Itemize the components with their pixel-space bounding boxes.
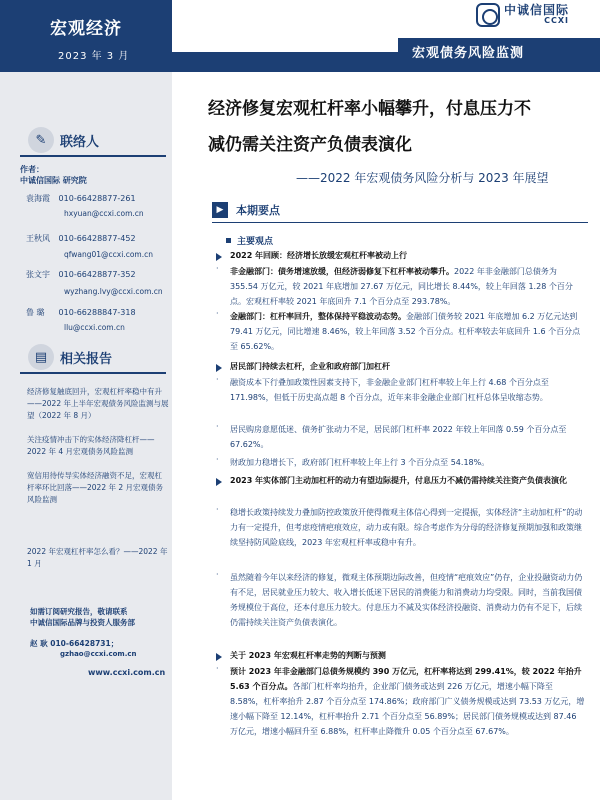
- summary-icon: ▶: [212, 202, 228, 218]
- dot-bullet-icon: ·: [216, 422, 219, 431]
- triangle-bullet-icon: [216, 478, 222, 486]
- paragraph-4: 居民购房意愿低迷、债务扩张动力不足，居民部门杠杆率 2022 年较上年回落 0.59 个百分点至 67.62%。: [230, 425, 567, 449]
- logo-icon: [476, 3, 500, 27]
- triangle-bullet-icon: [216, 653, 222, 661]
- paragraph-2: 金融部门：杠杆率回升，整体保持平稳波动态势。金融部门债务较 2021 年底增加 6.2 万亿元达到 79.41 万亿元，同比增速 8.46%，较上年回落 3.52 个百分点。杠杆率较去年底回升 1.6 个百分点至 65.62%。: [230, 312, 581, 351]
- related-report-2[interactable]: 关注疫情冲击下的实体经济降杠杆——2022 年 4 月宏观债务风险监测: [27, 435, 155, 456]
- related-report-3[interactable]: 宽信用待传导实体经济融资不足，宏观杠杆率环比回落——2022 年 2 月宏观债务风险监测: [27, 471, 164, 504]
- contacts-title: 联络人: [60, 134, 100, 150]
- related-report-1[interactable]: 经济修复触底回升，宏观杠杆率稳中有升——2022 年上半年宏观债务风险监测与展望（2022 年 8 月）: [27, 387, 169, 420]
- paragraph-7: 虽然随着今年以来经济的修复，微观主体预期边际改善，但疫情“疤痕效应”仍存，企业投融资动力仍有不足，居民就业压力较大、收入增长低迷下居民的消费能力和消费动力均受限。同时，当前我国债务规模位于高位，还本付息压力较大。付息压力不减及实体经济投融资、消费动力仍有不足下，后续仍需持续关注资产负债表演化。: [230, 573, 583, 627]
- paragraph-6: 稳增长政策持续发力叠加防控政策放开使得微观主体信心得到一定提振，实体经济“主动加杠杆”的动力有一定提升，但考虑疫情疤痕效应，动力或有限。综合考虑作为分母的经济修复预期加强和政策继续坚持防风险底线，2023 年宏观杠杆率或稳中有升。: [230, 508, 583, 547]
- page-subtitle: ——2022 年宏观债务风险分析与 2023 年展望: [296, 171, 549, 185]
- paragraph-3: 融资成本下行叠加政策性因素支持下，非金融企业部门杠杆率较上年上行 4.68 个百分点至 171.98%，但低于历史高点超 8 个百分点，近年来非金融企业部门杠杆总体呈收缩态势。: [230, 378, 549, 402]
- related-report-4[interactable]: 2022 年宏观杠杆率怎么看？——2022 年 1 月: [27, 547, 168, 568]
- contact-4-email[interactable]: llu@ccxi.com.cn: [64, 323, 125, 332]
- dot-bullet-icon: ·: [216, 455, 219, 464]
- dot-bullet-icon: ·: [216, 664, 219, 673]
- contacts-header: [28, 127, 99, 153]
- author-label: 作者：: [20, 165, 44, 174]
- triangle-bullet-icon: [216, 253, 222, 261]
- related-divider: [20, 372, 166, 374]
- related-title: 相关报告: [60, 351, 113, 367]
- subscribe-note: 如需订阅研究报告，敬请联系 中诚信国际品牌与投资人服务部: [30, 607, 135, 627]
- dot-bullet-icon: ·: [216, 309, 219, 318]
- page-title: 经济修复宏观杠杆率小幅攀升，付息压力不 减仍需关注资产负债表演化: [208, 99, 531, 155]
- section-2-title: 居民部门持续去杠杆，企业和政府部门加杠杆: [230, 362, 390, 371]
- report-type: 宏观债务风险监测: [412, 46, 525, 61]
- triangle-bullet-icon: [216, 364, 222, 372]
- contact-1: 袁海霞 010-66428877-261: [26, 194, 136, 203]
- author-org: 中诚信国际 研究院: [20, 176, 87, 185]
- pen-icon: ✎: [28, 127, 54, 153]
- report-date: 2023 年 3 月: [58, 51, 130, 62]
- summary-title: 本期要点: [236, 204, 280, 217]
- contact-2: 王秋风 010-66428877-452: [26, 234, 136, 243]
- paragraph-1: 非金融部门：债务增速放缓，但经济弱修复下杠杆率被动攀升。2022 年非金融部门总债务为 355.54 万亿元，较 2021 年底增加 27.67 万亿元，同比增长 8.44%，较上年回落 1.28 个百分点。宏观杠杆率较 2021 年底回升 7.1 个百分点至 293.78%。: [230, 267, 573, 306]
- website-link[interactable]: www.ccxi.com.cn: [88, 668, 166, 677]
- section-4-title: 关于 2023 年宏观杠杆率走势的判断与预测: [230, 651, 386, 660]
- ccxi-logo: [476, 3, 569, 27]
- dot-bullet-icon: ·: [216, 264, 219, 273]
- contact-4: 鲁 璐 010-66288847-318: [26, 308, 136, 317]
- section-1-title: 2022 年回顾：经济增长放缓宏观杠杆率被动上行: [230, 251, 408, 260]
- contact-3-email[interactable]: wyzhang.lvy@ccxi.com.cn: [64, 287, 163, 296]
- dot-bullet-icon: ·: [216, 375, 219, 384]
- logo-en: CCXI: [544, 16, 570, 26]
- paragraph-5: 财政加力稳增长下，政府部门杠杆率较上年上行 3 个百分点至 54.18%。: [230, 458, 490, 467]
- summary-header: [212, 202, 280, 218]
- logo-cn: 中诚信国际: [504, 3, 570, 17]
- section-title: 宏观经济: [50, 19, 122, 39]
- square-bullet-icon: [226, 238, 231, 243]
- key-points-label: 主要观点: [226, 234, 273, 247]
- summary-divider: [212, 222, 588, 223]
- related-header: [28, 344, 112, 370]
- section-3-title: 2023 年实体部门主动加杠杆的动力有望边际提升，付息压力不减仍需持续关注资产负债表演化: [230, 476, 568, 485]
- contact-2-email[interactable]: qfwang01@ccxi.com.cn: [64, 250, 153, 259]
- paragraph-8: 预计 2023 年非金融部门总债务规模约 390 万亿元，杠杆率将达到 299.41%，较 2022 年抬升 5.63 个百分点。各部门杠杆率均抬升，企业部门债务或达到 226 万亿元，增速小幅下降至 8.58%，杠杆率抬升 2.87 个百分点至 174.86%；政府部门广义债务规模或达到 73.53 万亿元，增速小幅下降至 12.14%，杠杆率抬升 2.71 个百分点至 56.89%；居民部门债务规模或达到 87.46 万亿元，增速小幅回升至 6.88%，杠杆率止降微升 0.05 个百分点至 67.67%。: [230, 667, 585, 736]
- editor-contact: 赵 耿 010-66428731； gzhao@ccxi.com.cn: [30, 639, 137, 658]
- dot-bullet-icon: ·: [216, 505, 219, 514]
- chart-icon: ▤: [28, 344, 54, 370]
- contacts-divider: [20, 155, 166, 157]
- contact-1-email[interactable]: hxyuan@ccxi.com.cn: [64, 209, 144, 218]
- dot-bullet-icon: ·: [216, 570, 219, 579]
- contact-3: 张文宇 010-66428877-352: [26, 270, 136, 279]
